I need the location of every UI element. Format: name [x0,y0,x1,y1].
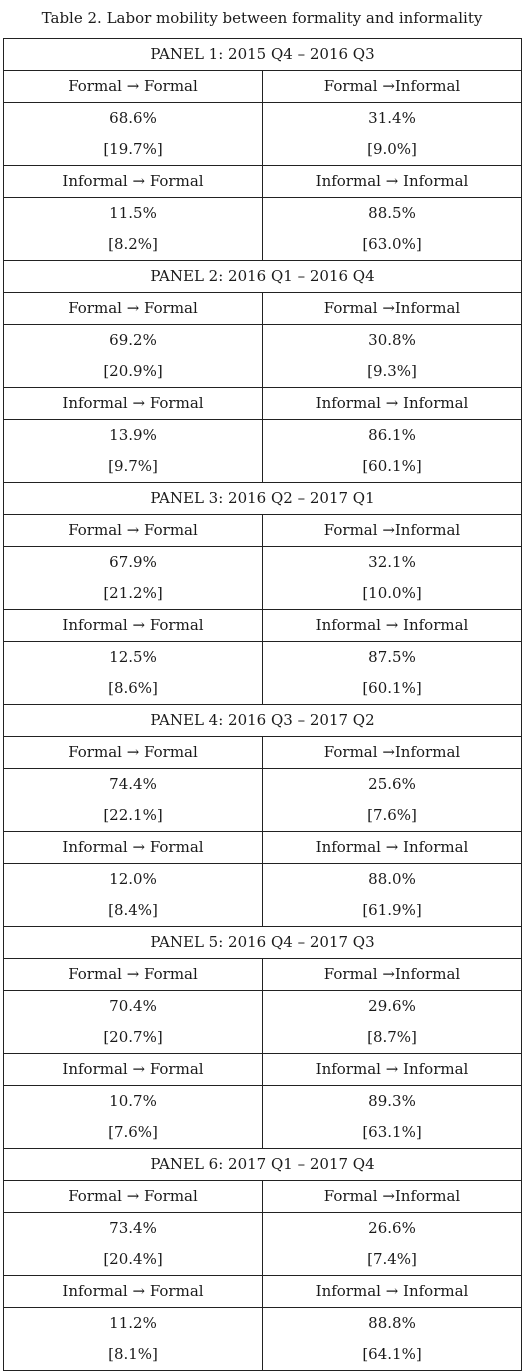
transition-rate: 30.8% [368,331,416,349]
value-cell [263,198,521,260]
informal-values-row [4,642,521,705]
informal-values-row [4,420,521,483]
informal-values-row [4,198,521,261]
population-share: [9.7%] [108,457,158,475]
panel-3 [4,483,521,705]
population-share: [20.9%] [103,362,163,380]
header-informal-to-informal: Informal → Informal [315,1060,469,1078]
header-informal-to-formal: Informal → Formal [4,1054,263,1085]
population-share: [20.4%] [103,1250,163,1268]
value-cell [4,1086,263,1148]
transition-rate: 88.5% [368,204,416,222]
value-cell [263,769,521,831]
informal-values-row [4,1086,521,1149]
transition-rate: 70.4% [109,997,157,1015]
value-cell [263,642,521,704]
population-share: [60.1%] [362,679,422,697]
informal-header-row [4,388,521,420]
value-cell [263,420,521,482]
informal-header-row [4,166,521,198]
informal-header-row [4,1276,521,1308]
transition-rate: 25.6% [368,775,416,793]
informal-header-row [4,610,521,642]
header-informal-to-formal: Informal → Formal [4,832,263,863]
panel-title: PANEL 5: 2016 Q4 – 2017 Q3 [4,927,521,959]
population-share: [64.1%] [362,1345,422,1363]
population-share: [61.9%] [362,901,422,919]
transition-rate: 13.9% [109,426,157,444]
value-cell [263,1308,521,1370]
panel-title: PANEL 1: 2015 Q4 – 2016 Q3 [4,39,521,71]
formal-values-row [4,325,521,388]
panel-title: PANEL 4: 2016 Q3 – 2017 Q2 [4,705,521,737]
transition-rate: 67.9% [109,553,157,571]
population-share: [8.1%] [108,1345,158,1363]
panel-6 [4,1149,521,1371]
transition-rate: 10.7% [109,1092,157,1110]
header-informal-to-formal: Informal → Formal [4,610,263,641]
informal-values-row [4,864,521,927]
header-formal-to-informal: Formal →Informal [323,521,461,539]
population-share: [10.0%] [362,584,422,602]
value-cell [4,991,263,1053]
value-cell [263,103,521,165]
header-formal-to-informal: Formal →Informal [323,743,461,761]
population-share: [8.2%] [108,235,158,253]
header-informal-to-informal: Informal → Informal [315,616,469,634]
formal-header-row [4,959,521,991]
header-formal-to-informal: Formal →Informal [323,77,461,95]
transition-rate: 88.0% [368,870,416,888]
population-share: [63.0%] [362,235,422,253]
population-share: [9.3%] [367,362,417,380]
table-caption: Table 2. Labor mobility between formality and informality [41,9,483,27]
panel-title: PANEL 3: 2016 Q2 – 2017 Q1 [4,483,521,515]
panel-4 [4,705,521,927]
transition-rate: 11.2% [109,1314,157,1332]
formal-header-row [4,1181,521,1213]
formal-values-row [4,769,521,832]
transition-rate: 73.4% [109,1219,157,1237]
transition-rate: 87.5% [368,648,416,666]
formal-header-row [4,737,521,769]
population-share: [60.1%] [362,457,422,475]
header-formal-to-formal: Formal → Formal [4,293,263,324]
transition-rate: 32.1% [368,553,416,571]
value-cell [4,769,263,831]
formal-values-row [4,991,521,1054]
population-share: [22.1%] [103,806,163,824]
value-cell [263,991,521,1053]
population-share: [8.7%] [367,1028,417,1046]
population-share: [19.7%] [103,140,163,158]
transition-rate: 68.6% [109,109,157,127]
header-informal-to-informal: Informal → Informal [315,838,469,856]
header-formal-to-formal: Formal → Formal [4,71,263,102]
panel-title: PANEL 2: 2016 Q1 – 2016 Q4 [4,261,521,293]
formal-header-row [4,293,521,325]
header-formal-to-informal: Formal →Informal [323,1187,461,1205]
transition-rate: 89.3% [368,1092,416,1110]
header-formal-to-informal: Formal →Informal [323,965,461,983]
value-cell [4,1308,263,1370]
formal-header-row [4,71,521,103]
value-cell [4,420,263,482]
transition-rate: 86.1% [368,426,416,444]
formal-values-row [4,1213,521,1276]
panel-5 [4,927,521,1149]
transition-rate: 69.2% [109,331,157,349]
transition-rate: 26.6% [368,1219,416,1237]
mobility-table [3,38,522,1371]
population-share: [7.6%] [367,806,417,824]
header-informal-to-informal: Informal → Informal [315,1282,469,1300]
transition-rate: 29.6% [368,997,416,1015]
value-cell [4,642,263,704]
population-share: [7.4%] [367,1250,417,1268]
header-informal-to-formal: Informal → Formal [4,388,263,419]
transition-rate: 74.4% [109,775,157,793]
panel-2 [4,261,521,483]
transition-rate: 12.0% [109,870,157,888]
value-cell [4,198,263,260]
value-cell [4,103,263,165]
value-cell [4,325,263,387]
value-cell [263,864,521,926]
header-informal-to-formal: Informal → Formal [4,1276,263,1307]
value-cell [4,1213,263,1275]
transition-rate: 12.5% [109,648,157,666]
population-share: [8.6%] [108,679,158,697]
formal-values-row [4,547,521,610]
value-cell [4,864,263,926]
informal-header-row [4,1054,521,1086]
header-informal-to-formal: Informal → Formal [4,166,263,197]
informal-header-row [4,832,521,864]
value-cell [263,1086,521,1148]
header-informal-to-informal: Informal → Informal [315,394,469,412]
panel-1 [4,39,521,261]
header-formal-to-formal: Formal → Formal [4,515,263,546]
header-formal-to-formal: Formal → Formal [4,737,263,768]
population-share: [20.7%] [103,1028,163,1046]
value-cell [263,547,521,609]
header-formal-to-formal: Formal → Formal [4,959,263,990]
formal-values-row [4,103,521,166]
population-share: [9.0%] [367,140,417,158]
formal-header-row [4,515,521,547]
population-share: [8.4%] [108,901,158,919]
value-cell [263,325,521,387]
header-formal-to-formal: Formal → Formal [4,1181,263,1212]
population-share: [21.2%] [103,584,163,602]
population-share: [63.1%] [362,1123,422,1141]
transition-rate: 31.4% [368,109,416,127]
header-formal-to-informal: Formal →Informal [323,299,461,317]
value-cell [4,547,263,609]
transition-rate: 88.8% [368,1314,416,1332]
value-cell [263,1213,521,1275]
panel-title: PANEL 6: 2017 Q1 – 2017 Q4 [4,1149,521,1181]
header-informal-to-informal: Informal → Informal [315,172,469,190]
transition-rate: 11.5% [109,204,157,222]
informal-values-row [4,1308,521,1371]
population-share: [7.6%] [108,1123,158,1141]
